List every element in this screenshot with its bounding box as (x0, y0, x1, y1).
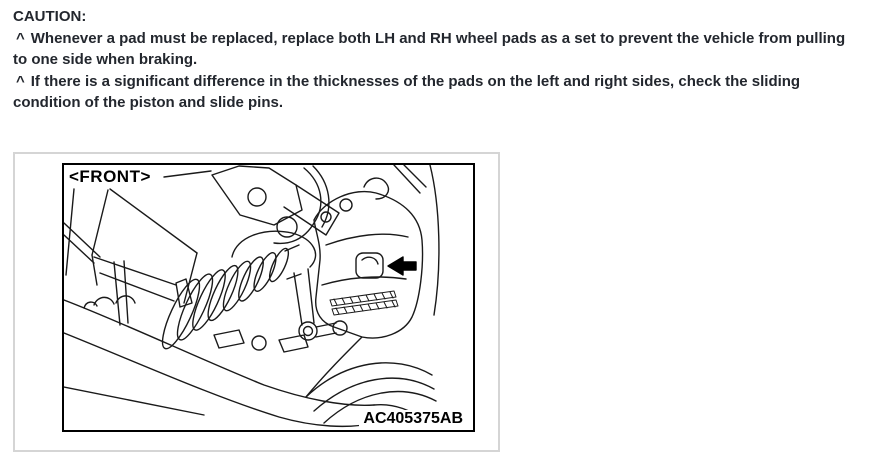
brake-caliper-illustration (64, 165, 473, 430)
front-direction-label: <FRONT> (69, 167, 151, 186)
caution-heading: CAUTION: (13, 8, 87, 25)
upper-bracket (212, 166, 339, 237)
leader-line (164, 171, 211, 177)
pad-shims (330, 291, 398, 315)
stabilizer-link (84, 261, 135, 325)
caution-item-1 (13, 28, 862, 71)
knuckle (232, 231, 316, 325)
figure-code: AC405375AB (359, 410, 463, 428)
caution-item-2 (13, 71, 862, 114)
pad-inspection-arrow-icon (388, 257, 416, 275)
body-outline (394, 165, 439, 315)
caution-marker: ^ (16, 72, 25, 90)
caution-item-text: Whenever a pad must be replaced, replace both LH and RH wheel pads as a set to prevent the vehicle from pulling to one side when braking. (13, 29, 846, 68)
caution-block (13, 6, 862, 114)
figure-frame (62, 163, 475, 432)
slide-pin-bolt (299, 321, 347, 340)
pad-inspection-window (356, 253, 383, 278)
figure-panel (13, 152, 500, 452)
fasteners (214, 330, 308, 352)
caution-marker: ^ (16, 29, 25, 47)
caliper-body (314, 178, 423, 338)
strut-lines (66, 189, 197, 303)
caution-item-text: If there is a significant difference in the thicknesses of the pads on the left and right sides, check the sliding condition of the piston and slide pins. (13, 72, 801, 111)
cv-boot (156, 245, 301, 353)
